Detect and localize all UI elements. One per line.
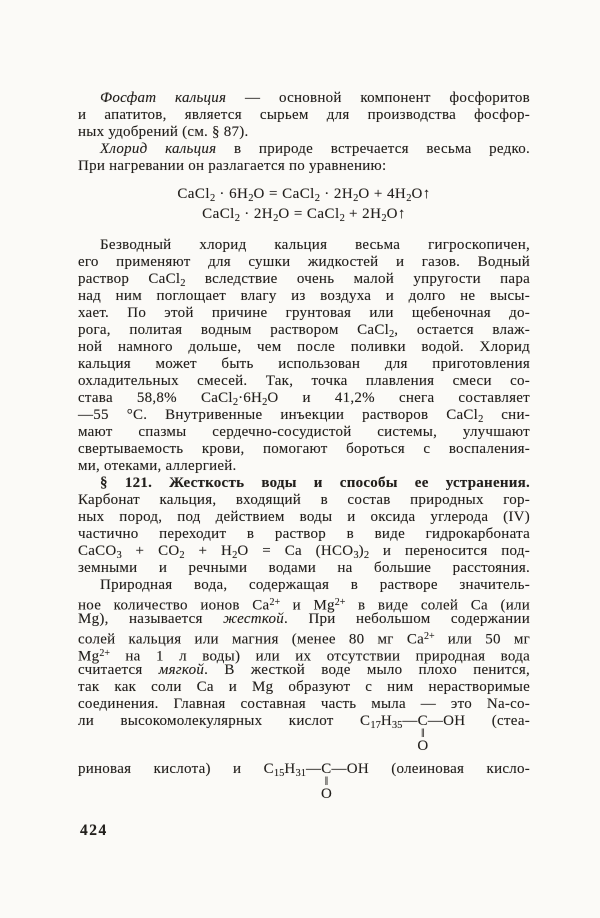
paragraph-line: и апатитов, является сырьем для производства фосфор-: [78, 107, 530, 123]
oxygen-atom: O: [417, 738, 429, 754]
subscript: 2: [314, 193, 321, 204]
double-bond-oxygen: [417, 727, 428, 754]
subscript: 31: [295, 768, 307, 779]
paragraph-line: ной намного дольше, чем после поливки водой. Хлорид: [78, 339, 530, 355]
paragraph-line: земными и речными водами на большие расстояния.: [78, 560, 530, 576]
paragraph-line: CaCO$_3$ + $CO_2 + H_2O = Ca$ $(HCO_3)_2$ и переносится под-: [78, 543, 530, 561]
formula-line: риновая кислота) и $C_{15}H_{31}—C$ ‖ O —OH (олеиновая кисло-: [78, 761, 530, 802]
paragraph-line: хает. По этой причине грунтовая или щебеночная до-: [78, 305, 530, 321]
subscript: 3: [353, 550, 359, 561]
paragraph-line: солей кальция или магния (менее 80 мг $Ca^{2+}$ или 50 мг: [78, 631, 531, 648]
subscript: 2: [406, 193, 412, 204]
subscript: 2: [262, 397, 268, 408]
carbonyl-carbon: C ‖ O: [320, 761, 332, 802]
paragraph-line: ных удобрений (см. § 87).: [78, 124, 249, 140]
subscript: 3: [116, 550, 122, 561]
text-block: [78, 90, 530, 809]
paragraph-line: рога, политая водным раствором CaCl$_2$, остается влаж-: [78, 322, 530, 340]
paragraph-line: мают спазмы сердечно-сосудистой системы, улучшают: [78, 424, 530, 440]
subscript: 15: [273, 768, 285, 779]
subscript: 2: [180, 278, 186, 289]
subscript: 2: [389, 329, 395, 340]
double-bond-icon: ‖: [420, 725, 425, 740]
italic-text: Хлорид кальция: [100, 141, 217, 157]
paragraph-line: Хлорид кальция в природе встречается весьма редко.: [100, 141, 530, 157]
superscript: 2+: [269, 597, 281, 608]
paragraph-line: Природная вода, содержащая в растворе значитель-: [100, 577, 530, 593]
page-number: 424: [80, 822, 108, 839]
superscript: 2+: [424, 631, 435, 642]
formula-line: ли высокомолекулярных кислот $C_{17}H_{35}—C$ ‖ O —OH (стеа-: [78, 713, 530, 754]
subscript: 2: [179, 550, 185, 561]
subscript: 2: [353, 193, 359, 204]
paragraph-line: При нагревании он разлагается по уравнению:: [78, 158, 387, 174]
italic-text: Фосфат кальция: [100, 90, 227, 106]
italic-text: жесткой: [223, 611, 285, 627]
paragraph-line: ное количество ионов $Ca^{2+}$ и $Mg^{2+}$ в виде солей Ca (или: [78, 597, 530, 614]
subscript: 2: [232, 397, 239, 408]
paragraph-line: ных пород, под действием воды и оксида углерода (IV): [78, 509, 530, 525]
paragraph-line: ми, отеками, аллергией.: [78, 458, 237, 474]
paragraph-line: над ним поглощает влагу из воздуха и долго не высы-: [78, 288, 530, 304]
carbonyl-carbon: C ‖ O: [417, 713, 429, 754]
paragraph-line: кальция может быть использован для приготовления: [78, 356, 530, 372]
double-bond-icon: ‖: [324, 773, 329, 788]
superscript: 2+: [99, 648, 110, 659]
subscript: 35: [391, 720, 403, 731]
superscript: 2+: [334, 597, 346, 608]
paragraph-line: соединения. Главная составная часть мыла — это Na-со-: [78, 696, 530, 712]
paragraph-line: $Mg^{2+}$ на 1 л воды) или их отсутствии природная вода: [78, 648, 530, 665]
paragraph-line: частично переходит в раствор в виде гидрокарбоната: [78, 526, 530, 542]
equation-line: CaCl$_2$ · $2H_2O$ = CaCl$_2$ + $2H_2O↑$: [202, 206, 406, 224]
paragraph-line: Карбонат кальция, входящий в состав природных гор-: [78, 492, 530, 508]
paragraph-line: его применяют для сушки жидкостей и газов. Водный: [78, 254, 530, 270]
oxygen-atom: O: [320, 786, 332, 802]
paragraph-line: раствор CaCl$_2$ вследствие очень малой упругости пара: [78, 271, 531, 289]
equation-line: CaCl$_2$ · $6H_2O$ = CaCl$_2$ · $2H_2O$ + $4H_2O↑$: [177, 186, 431, 204]
paragraph-line: так как соли Ca и Mg образуют с ним нерастворимые: [78, 679, 530, 695]
subscript: 2: [381, 213, 387, 224]
subscript: 2: [273, 213, 279, 224]
section-heading: § 121. Жесткость воды и способы ее устранения.: [100, 475, 530, 491]
italic-text: мягкой: [158, 662, 205, 678]
subscript: 2: [363, 550, 370, 561]
paragraph-line: Безводный хлорид кальция весьма гигроскопичен,: [100, 237, 530, 253]
subscript: 17: [370, 720, 381, 731]
paragraph-line: охладительных смесей. Так, точка плавления смеси со-: [78, 373, 530, 389]
paragraph-line: Фосфат кальция — основной компонент фосфоритов: [100, 90, 530, 106]
subscript: 2: [339, 213, 345, 224]
paragraph-line: Mg), называется жесткой. При небольшом содержании: [78, 611, 530, 627]
paragraph-line: става 58,8% $CaCl_2\cdot 6H_2O$ и 41,2% снега составляет: [78, 390, 530, 408]
subscript: 2: [478, 414, 484, 425]
subscript: 2: [234, 213, 241, 224]
double-bond-oxygen: [321, 775, 332, 802]
paragraph-line: свертываемость крови, помогают бороться с воспаления-: [78, 441, 530, 457]
subscript: 2: [248, 193, 254, 204]
paragraph-line: считается мягкой. В жесткой воде мыло плохо пенится,: [78, 662, 530, 678]
subscript: 2: [209, 193, 216, 204]
subscript: 2: [232, 550, 238, 561]
paragraph-line: —55 °C. Внутривенные инъекции растворов CaCl$_2$ сни-: [78, 407, 530, 425]
